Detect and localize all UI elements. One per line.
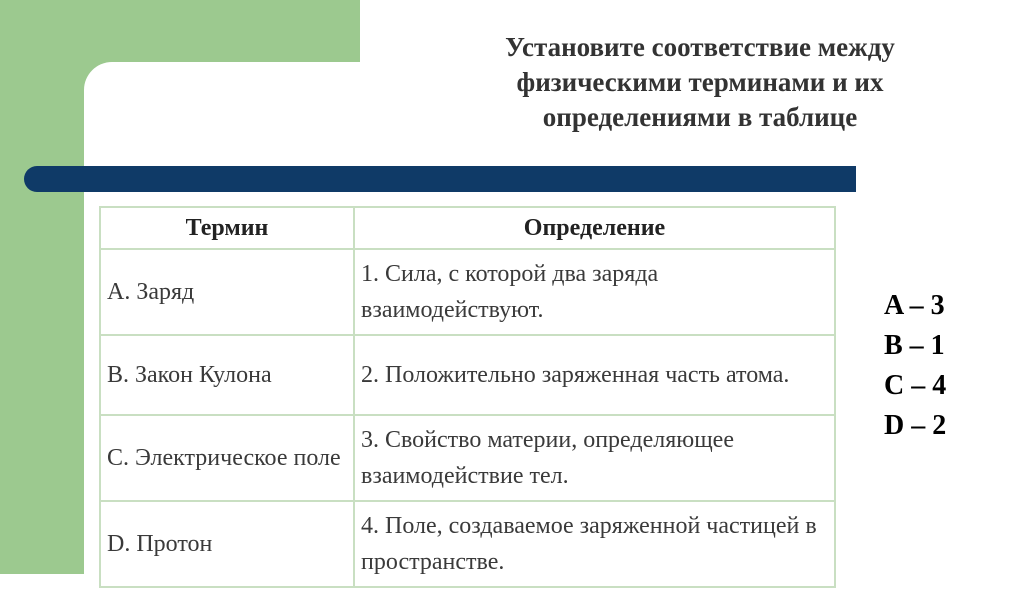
slide-title — [400, 30, 1000, 135]
definition-cell: 2. Положительно заряженная часть атома. — [354, 335, 835, 415]
term-cell: С. Электрическое поле — [100, 415, 354, 501]
table-row — [100, 415, 835, 501]
answer-item: D – 2 — [884, 410, 947, 441]
slide-title-line: физическими терминами и их — [516, 67, 884, 97]
answer-item: C – 4 — [884, 370, 947, 401]
slide-title-line: Установите соответствие между — [505, 32, 895, 62]
definition-cell: 4. Поле, создаваемое заряженной частицей в пространстве. — [354, 501, 835, 587]
slide-title-line: определениями в таблице — [542, 102, 858, 132]
table-header-row — [100, 207, 835, 249]
header-term: Термин — [100, 207, 354, 249]
term-cell: D. Протон — [100, 501, 354, 587]
term-cell: В. Закон Кулона — [100, 335, 354, 415]
definition-cell: 1. Сила, с которой два заряда взаимодействуют. — [354, 249, 835, 335]
table-row — [100, 249, 835, 335]
answer-item: B – 1 — [884, 330, 945, 361]
table-row — [100, 501, 835, 587]
answer-item: A – 3 — [884, 290, 945, 321]
title-underline-bar — [24, 166, 856, 192]
matching-table — [99, 206, 836, 588]
definition-cell: 3. Свойство материи, определяющее взаимодействие тел. — [354, 415, 835, 501]
term-cell: А. Заряд — [100, 249, 354, 335]
header-definition: Определение — [354, 207, 835, 249]
table-row — [100, 335, 835, 415]
answer-key — [884, 286, 1004, 446]
